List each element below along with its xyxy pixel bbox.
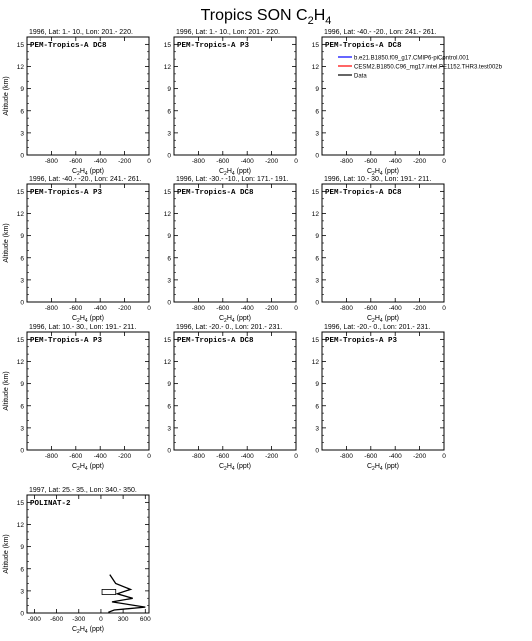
x-tick-label: -600 xyxy=(50,616,64,623)
panel-title: 1996, Lat: 1.- 10., Lon: 201.- 220. xyxy=(176,29,280,36)
campaign-label: PEM-Tropics-A DC8 xyxy=(325,42,402,50)
y-tick-label: 0 xyxy=(167,299,171,307)
y-tick-label: 6 xyxy=(315,108,319,116)
x-tick-label: -400 xyxy=(240,453,254,460)
y-tick-label: 9 xyxy=(20,233,24,241)
x-axis-label: $C_2H_4$ (ppt) xyxy=(218,463,252,472)
x-axis-label: $C_2H_4$ (ppt) xyxy=(71,315,105,324)
x-tick-label: -200 xyxy=(118,305,132,312)
x-axis-label: $C_2H_4$ (ppt) xyxy=(366,168,400,177)
plot-frame xyxy=(322,332,444,450)
y-tick-label: 3 xyxy=(167,277,171,285)
x-axis-label: $C_2H_4$ (ppt) xyxy=(366,315,400,324)
y-tick-label: 3 xyxy=(315,130,319,138)
x-tick-label: -800 xyxy=(44,158,58,165)
y-tick-label: 12 xyxy=(163,359,171,366)
y-axis-label: Altitude (km) xyxy=(3,76,10,116)
y-tick-label: 9 xyxy=(315,233,319,241)
x-axis-label: $C_2H_4$ (ppt) xyxy=(71,168,105,177)
campaign-label: PEM-Tropics-A P3 xyxy=(30,337,103,345)
x-tick-label: -800 xyxy=(339,158,353,165)
x-tick-label: 600 xyxy=(139,616,151,623)
x-tick-label: -400 xyxy=(93,158,107,165)
x-tick-label: -200 xyxy=(265,158,279,165)
y-tick-label: 15 xyxy=(16,41,24,49)
panel-9 xyxy=(312,324,446,472)
y-tick-label: 3 xyxy=(20,588,24,596)
panel-title: 1996, Lat: -40.- -20., Lon: 241.- 261. xyxy=(29,176,142,183)
x-tick-label: -600 xyxy=(216,305,230,312)
y-axis-label: Altitude (km) xyxy=(3,223,10,263)
x-tick-label: 300 xyxy=(117,616,129,623)
y-tick-label: 3 xyxy=(20,425,24,433)
x-axis-label: $C_2H_4$ (ppt) xyxy=(218,315,252,324)
panel-title: 1996, Lat: -40.- -20., Lon: 241.- 261. xyxy=(324,29,437,36)
panel-title: 1996, Lat: -20.- 0., Lon: 201.- 231. xyxy=(324,324,431,331)
campaign-label: PEM-Tropics-A DC8 xyxy=(177,189,254,197)
x-tick-label: -800 xyxy=(339,453,353,460)
x-tick-label: -600 xyxy=(69,305,83,312)
y-tick-label: 9 xyxy=(20,381,24,389)
campaign-label: POLINAT-2 xyxy=(30,500,71,508)
y-axis-label: Altitude (km) xyxy=(3,534,10,574)
campaign-label: PEM-Tropics-A P3 xyxy=(177,42,250,50)
x-tick-label: 0 xyxy=(147,453,151,460)
panel-grid xyxy=(3,29,503,635)
y-tick-label: 12 xyxy=(16,359,24,366)
y-tick-label: 12 xyxy=(311,359,319,366)
panel-5 xyxy=(164,176,298,324)
y-tick-label: 6 xyxy=(167,108,171,116)
panel-6 xyxy=(312,176,446,324)
x-tick-label: 0 xyxy=(442,453,446,460)
y-tick-label: 0 xyxy=(20,610,24,618)
y-tick-label: 15 xyxy=(16,336,24,344)
x-tick-label: 0 xyxy=(147,158,151,165)
panel-title: 1996, Lat: -30.- -10., Lon: 171.- 191. xyxy=(176,176,289,183)
y-tick-label: 15 xyxy=(311,336,319,344)
x-tick-label: 0 xyxy=(294,305,298,312)
x-tick-label: -600 xyxy=(364,453,378,460)
y-tick-label: 3 xyxy=(315,277,319,285)
panel-1 xyxy=(3,29,151,177)
plot-frame xyxy=(27,332,149,450)
x-tick-label: 0 xyxy=(442,305,446,312)
x-tick-label: -800 xyxy=(339,305,353,312)
y-tick-label: 15 xyxy=(311,41,319,49)
x-tick-label: 0 xyxy=(294,158,298,165)
y-tick-label: 15 xyxy=(163,336,171,344)
y-tick-label: 6 xyxy=(20,566,24,574)
y-tick-label: 12 xyxy=(163,211,171,218)
campaign-label: PEM-Tropics-A P3 xyxy=(325,337,398,345)
plot-frame xyxy=(27,37,149,155)
y-tick-label: 6 xyxy=(315,255,319,263)
panel-title: 1996, Lat: 10.- 30., Lon: 191.- 211. xyxy=(324,176,432,183)
plot-frame xyxy=(174,37,296,155)
x-tick-label: -300 xyxy=(72,616,86,623)
x-tick-label: -400 xyxy=(93,453,107,460)
legend xyxy=(338,55,503,79)
y-tick-label: 3 xyxy=(315,425,319,433)
x-tick-label: 0 xyxy=(294,453,298,460)
x-tick-label: -600 xyxy=(69,453,83,460)
legend-label: Data xyxy=(354,73,367,80)
x-axis-label: $C_2H_4$ (ppt) xyxy=(71,626,105,635)
y-tick-label: 15 xyxy=(311,188,319,196)
x-tick-label: -600 xyxy=(69,158,83,165)
x-tick-label: -600 xyxy=(364,158,378,165)
x-tick-label: -200 xyxy=(118,158,132,165)
y-tick-label: 12 xyxy=(311,211,319,218)
y-tick-label: 6 xyxy=(167,403,171,411)
x-tick-label: -400 xyxy=(388,158,402,165)
plot-frame xyxy=(322,184,444,302)
y-tick-label: 12 xyxy=(16,64,24,71)
y-tick-label: 12 xyxy=(16,522,24,529)
y-tick-label: 3 xyxy=(167,130,171,138)
x-tick-label: -600 xyxy=(364,305,378,312)
x-axis-label: $C_2H_4$ (ppt) xyxy=(218,168,252,177)
x-tick-label: -200 xyxy=(265,453,279,460)
figure-title: Tropics SON $C_2H_4$ xyxy=(200,7,332,27)
y-tick-label: 9 xyxy=(315,381,319,389)
panel-10 xyxy=(3,487,151,635)
x-tick-label: -200 xyxy=(413,453,427,460)
y-tick-label: 9 xyxy=(315,86,319,94)
x-tick-label: -400 xyxy=(388,453,402,460)
plot-frame xyxy=(27,184,149,302)
y-tick-label: 15 xyxy=(163,188,171,196)
y-tick-label: 0 xyxy=(167,447,171,455)
panel-title: 1996, Lat: 10.- 30., Lon: 191.- 211. xyxy=(29,324,137,331)
x-tick-label: -400 xyxy=(93,305,107,312)
panel-title: 1996, Lat: 1.- 10., Lon: 201.- 220. xyxy=(29,29,133,36)
x-tick-label: -400 xyxy=(388,305,402,312)
x-tick-label: -800 xyxy=(191,158,205,165)
y-tick-label: 9 xyxy=(167,233,171,241)
panel-title: 1997, Lat: 25.- 35., Lon: 340.- 350. xyxy=(29,487,137,494)
panel-2 xyxy=(164,29,298,177)
y-tick-label: 3 xyxy=(20,277,24,285)
y-tick-label: 15 xyxy=(16,188,24,196)
y-tick-label: 9 xyxy=(20,544,24,552)
y-tick-label: 3 xyxy=(167,425,171,433)
campaign-label: PEM-Tropics-A DC8 xyxy=(30,42,107,50)
y-tick-label: 12 xyxy=(163,64,171,71)
y-tick-label: 0 xyxy=(20,299,24,307)
campaign-label: PEM-Tropics-A DC8 xyxy=(325,189,402,197)
x-tick-label: -200 xyxy=(413,158,427,165)
y-tick-label: 15 xyxy=(163,41,171,49)
x-axis-label: $C_2H_4$ (ppt) xyxy=(366,463,400,472)
x-tick-label: 0 xyxy=(147,305,151,312)
y-tick-label: 9 xyxy=(20,86,24,94)
legend-label: CESM2.B1850.C96_mg17.intel.PE1152.THR3.test002b xyxy=(354,64,502,71)
x-tick-label: -900 xyxy=(27,616,41,623)
y-tick-label: 0 xyxy=(167,152,171,160)
x-axis-label: $C_2H_4$ (ppt) xyxy=(71,463,105,472)
y-tick-label: 0 xyxy=(315,152,319,160)
x-tick-label: -400 xyxy=(240,305,254,312)
x-tick-label: 0 xyxy=(442,158,446,165)
y-tick-label: 0 xyxy=(315,299,319,307)
y-tick-label: 9 xyxy=(167,381,171,389)
x-tick-label: -800 xyxy=(44,453,58,460)
x-tick-label: 0 xyxy=(99,616,103,623)
panel-7 xyxy=(3,324,151,472)
panel-title: 1996, Lat: -20.- 0., Lon: 201.- 231. xyxy=(176,324,283,331)
legend-label: b.e21.B1850.f09_g17.CMIP6-piControl.001 xyxy=(354,55,470,62)
y-tick-label: 12 xyxy=(311,64,319,71)
plot-frame xyxy=(174,184,296,302)
y-tick-label: 0 xyxy=(20,152,24,160)
campaign-label: PEM-Tropics-A DC8 xyxy=(177,337,254,345)
data-range-box xyxy=(102,589,116,594)
y-tick-label: 6 xyxy=(20,255,24,263)
y-tick-label: 12 xyxy=(16,211,24,218)
x-tick-label: -200 xyxy=(118,453,132,460)
x-tick-label: -400 xyxy=(240,158,254,165)
panel-3 xyxy=(312,29,503,177)
plot-frame xyxy=(27,495,149,613)
x-tick-label: -800 xyxy=(44,305,58,312)
x-tick-label: -200 xyxy=(265,305,279,312)
y-tick-label: 6 xyxy=(20,108,24,116)
y-tick-label: 0 xyxy=(20,447,24,455)
x-tick-label: -800 xyxy=(191,453,205,460)
y-tick-label: 15 xyxy=(16,499,24,507)
panel-4 xyxy=(3,176,151,324)
x-tick-label: -800 xyxy=(191,305,205,312)
panel-8 xyxy=(164,324,298,472)
x-tick-label: -600 xyxy=(216,158,230,165)
y-tick-label: 6 xyxy=(167,255,171,263)
y-tick-label: 6 xyxy=(315,403,319,411)
y-tick-label: 0 xyxy=(315,447,319,455)
plot-frame xyxy=(174,332,296,450)
y-tick-label: 6 xyxy=(20,403,24,411)
y-axis-label: Altitude (km) xyxy=(3,371,10,411)
x-tick-label: -200 xyxy=(413,305,427,312)
y-tick-label: 9 xyxy=(167,86,171,94)
campaign-label: PEM-Tropics-A P3 xyxy=(30,189,103,197)
x-tick-label: -600 xyxy=(216,453,230,460)
y-tick-label: 3 xyxy=(20,130,24,138)
